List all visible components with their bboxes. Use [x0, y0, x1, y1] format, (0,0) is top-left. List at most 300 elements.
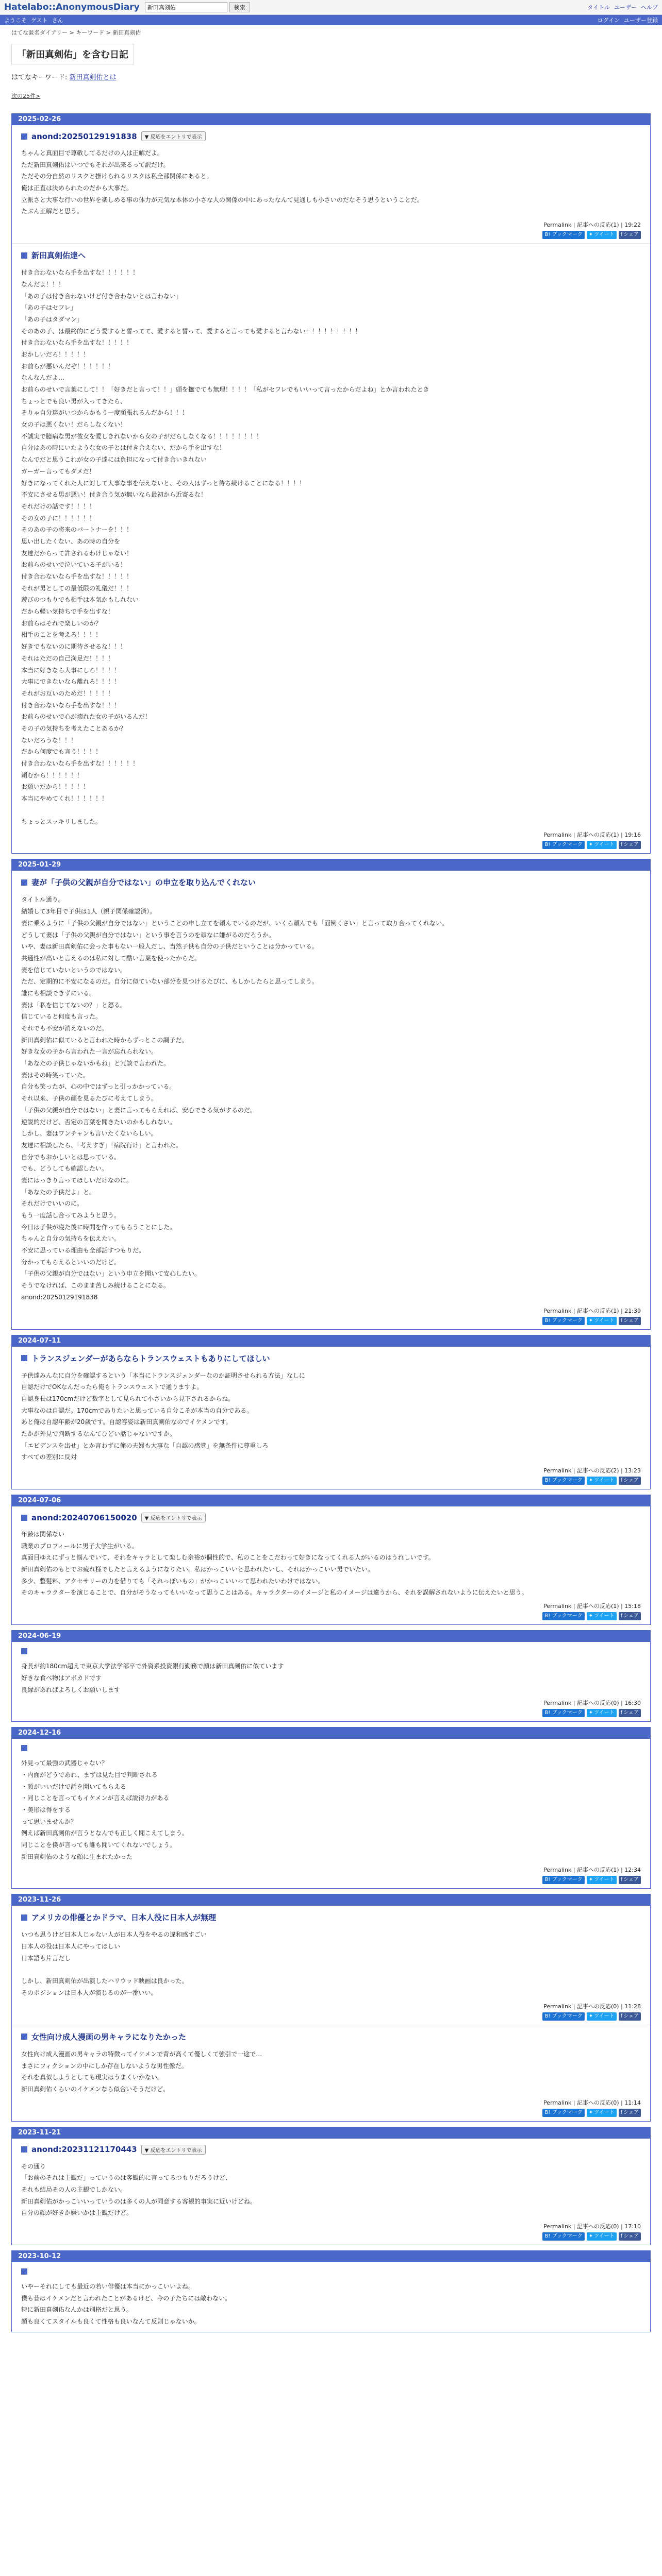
facebook-share-button[interactable] [619, 231, 641, 239]
facebook-share-button[interactable] [619, 1612, 641, 1620]
day-block [11, 113, 651, 854]
section-marker-icon [21, 133, 27, 140]
entry-line: 「お前のそれは主観だ」っていうのは客観的に言ってるつもりだろうけど、 [21, 2174, 231, 2182]
facebook-icon: f [620, 2013, 623, 2019]
entry-title-link[interactable]: トランスジェンダーがあらならトランスウェストもありにしてほしい [31, 1353, 270, 1363]
entry-line: ・美形は得をする [21, 1806, 71, 1814]
entry-line: そうでなければ、このまま苦しみ続けることになる。 [21, 1282, 170, 1290]
day-date: 2023-11-26 [12, 1894, 650, 1906]
entry-line: お前らが悪いんだぞ！！！！！！ [21, 362, 114, 370]
entry-title-link[interactable]: 新田真剣佑達へ [31, 251, 86, 261]
entry-line: どうして妻は「子供の父親が自分ではない」という事を言うのを頑なに嫌がるのだろうか。 [21, 931, 275, 939]
facebook-icon: f [620, 1877, 623, 1883]
twitter-icon: ✦ [588, 1877, 593, 1883]
entry-line: ・同じことを言ってもイケメンが言えば説得力がある [21, 1794, 170, 1802]
day-block [11, 1495, 651, 1625]
entry-line: なんだよ！！！ [21, 280, 65, 288]
entry-body [21, 1370, 641, 1464]
day-block [11, 859, 651, 1329]
twitter-icon: ✦ [588, 2109, 593, 2115]
section-marker-icon [21, 2033, 27, 2040]
entry-line: なんなんだよ… [21, 374, 65, 382]
entry-line: 結婚して3年目で子供は1人（親子関係確認済）。 [21, 908, 156, 916]
entry-line: ちょっとでも良い男が入ってきたら、 [21, 397, 127, 405]
entry-line: そのあの子の将来のパートナーを！！！ [21, 526, 133, 534]
diary-list [0, 113, 662, 2332]
entry-section [12, 1739, 650, 1888]
hatena-bookmark-button[interactable] [542, 841, 584, 849]
entry-section [12, 1347, 650, 1489]
entry-line: 大事にできないなら離れろ！！！！ [21, 678, 121, 686]
entry-line: ただその分自然のリスクと掛けられるリスクは私全部関係にあると。 [21, 173, 213, 180]
entry-line: 外見って最強の武器じゃない？ [21, 1759, 108, 1767]
nav-bar [0, 15, 662, 25]
entry-line: 「子供の父親が自分ではない」と妻に言ってもらえれば、安心できる気がするのだ。 [21, 1106, 257, 1114]
entry-line: 不安にさせる男が悪い！付き合う気が無いなら最初から近寄るな！ [21, 491, 207, 499]
entry-title [21, 131, 641, 141]
day-date: 2025-01-29 [12, 859, 650, 871]
entry-line: 付き合わないなら手を出すな！！！！！！ [21, 269, 139, 277]
hatena-bookmark-label: B! ブックマーク [544, 2013, 583, 2019]
tweet-label: ツイート [594, 2109, 615, 2115]
day-block [11, 2250, 651, 2332]
entry-line: 女性向け成人漫画の男キャラの特徴ってイケメンで背が高くて優しくて強引で一途で… [21, 2050, 262, 2058]
keyword-link[interactable]: 新田真剣佑とは [69, 74, 117, 81]
entry-meta[interactable]: Permalink | 記事への反応(1) | 21:39 [543, 1307, 641, 1314]
entry-line: いつも思うけど日本人じゃない人が日本人役をやるの違和感すごい [21, 1931, 207, 1939]
entry-line: たぶん正解だと思う。 [21, 208, 84, 215]
facebook-share-button[interactable] [619, 1477, 641, 1485]
entry-section [12, 2025, 650, 2121]
day-block [11, 1727, 651, 1889]
entry-line: ちょっとスッキリしました。 [21, 818, 102, 825]
entry-title [21, 2268, 641, 2275]
entry-title-link[interactable]: アメリカの俳優とかドラマ、日本人役に日本人が無理 [31, 1913, 217, 1923]
share-buttons [21, 231, 641, 239]
entry-line: お前らのせいで言葉にして！！「好きだと言って！！」頭を撫でても無理！！！！「私がセフレでもいいって言ったからだよね」とか言われたとき [21, 386, 429, 393]
entry-line: すべての差別に反対 [21, 1453, 77, 1461]
site-logo[interactable]: Hatelabo::AnonymousDiary [4, 2, 140, 12]
entry-line: 友達だからって許されるわけじゃない！ [21, 549, 133, 557]
entry-line: 妻にはっきり言ってほしいだけなのに。 [21, 1176, 133, 1184]
entry-line: 僕も昔はイケメンだと言われたことがあるけど、今の子たちには敵わない。 [21, 2294, 231, 2302]
entry-line: そりゃ自分達がいつからかもう一度頑張れるんだから！！！ [21, 409, 189, 417]
facebook-share-button[interactable] [619, 2109, 641, 2117]
entry-line: お前らはそれで楽しいのか？ [21, 619, 102, 627]
facebook-icon: f [620, 842, 623, 848]
entry-line: 信じていると何度も言った。 [21, 1013, 102, 1021]
section-marker-icon [21, 1745, 27, 1751]
entry-title-link[interactable]: anond:20231121170443 [31, 2145, 137, 2155]
entry-line: 自認身長は170cmだけど数字として見られて小さいから見下されるからね。 [21, 1395, 235, 1402]
entry-title-link[interactable]: 女性向け成人漫画の男キャラになりたかった [31, 2032, 187, 2042]
entry-meta[interactable]: Permalink | 記事への反応(1) | 19:22 [543, 222, 641, 229]
breadcrumb: はてな匿名ダイアリー > キーワード > 新田真剣佑 [11, 29, 141, 36]
entry-title [21, 1353, 641, 1364]
twitter-icon: ✦ [588, 1478, 593, 1483]
top-link-user[interactable]: ユーザー [614, 4, 637, 11]
entry-line: 自分の顔が好きか嫌いかは主観だけど。 [21, 2209, 133, 2217]
share-buttons [21, 1317, 641, 1325]
section-marker-icon [21, 1355, 27, 1361]
tweet-button[interactable] [587, 2232, 617, 2241]
entry-line: 付き合わないなら手を出すな！！！！！！ [21, 760, 139, 767]
share-label: シェア [623, 232, 639, 238]
entry-line: 思い出したくない、あの時の自分を [21, 537, 121, 545]
entry-line: ・顔がいいだけで話を聞いてもらえる [21, 1783, 127, 1790]
entry-line: 妻を信じていないというのではない。 [21, 966, 127, 974]
section-marker-icon [21, 1648, 27, 1654]
share-label: シェア [623, 2233, 639, 2239]
entry-line: 自分でもおかしいとは思っている。 [21, 1153, 121, 1161]
entry-line: ガーガー言ってもダメだ！ [21, 467, 95, 475]
entry-line: あと俺は自認年齢が20歳です。自認容姿は新田真剣佑なのでイケメンです。 [21, 1418, 232, 1426]
entry-line: だから何度でも言う！！！！ [21, 748, 102, 756]
share-label: シェア [623, 1317, 639, 1324]
twitter-icon: ✦ [588, 1710, 593, 1716]
facebook-share-button[interactable] [619, 1317, 641, 1325]
twitter-icon: ✦ [588, 232, 593, 238]
entry-line: そのキャラクターを演じることで、自分がそうなってもいいなって思うことはある。キャラクターのイメージと私のイメージは違うから、それを誤解されないように伝えたいと思う。 [21, 1589, 528, 1597]
section-marker-icon [21, 879, 27, 886]
page-title: 「新田真剣佑」を含む日記 [11, 44, 134, 64]
share-label: シェア [623, 2013, 639, 2019]
entry-line: 自分はあの時にいたような女の子とは付き合えない、だから手を出すな！ [21, 444, 226, 452]
entry-line: 「あの子はタダマン」 [21, 315, 84, 323]
entry-line: 新田真剣佑のような顔に生まれたかった [21, 1853, 133, 1860]
entry-title-link[interactable]: 妻が「子供の父親が自分ではない」の申立を取り込んでくれない [31, 878, 256, 888]
entry-body [21, 2281, 641, 2328]
register-link[interactable]: ユーザー登録 [624, 17, 658, 24]
entry-line: 良縁があればよろしくお願いします [21, 1686, 121, 1693]
entry-line: それ以来、子供の顔を見るたびに考えてしまう。 [21, 1095, 158, 1103]
entry-body [21, 2048, 641, 2095]
share-buttons [21, 1709, 641, 1717]
entry-line: それを真似しようとしても現実はうまくいかない。 [21, 2074, 164, 2081]
entry-section [12, 1906, 650, 2024]
entry-line: 「あの子は付き合わないけど付き合わないとは言わない」 [21, 292, 183, 300]
entry-title [21, 1912, 641, 1923]
tweet-button[interactable] [587, 841, 617, 849]
entry-line: 真面目ゆえにずっと悩んでいて、それをキャラとして楽しむ余裕が個性的で、私のことをこだわって好きになってくれる人がいるのはうれしいです。 [21, 1554, 435, 1562]
entry-line: それがお互いのためだ！！！！！ [21, 689, 114, 697]
entry-line: 多少、整髪料、アクセサリーの力を借りても「それっぽいもの」がかっこいいって思われたいわけではない。 [21, 1577, 324, 1585]
twitter-icon: ✦ [588, 842, 593, 848]
day-date: 2025-02-26 [12, 114, 650, 125]
share-label: シェア [623, 2109, 639, 2115]
entry-line: 立派さと大事な行いの世界を楽しめる事の体力が元気な本体の小さな人の関係の中にあったなんて見通しも小さいのだなそう思うということだ。 [21, 196, 423, 204]
nav-san: さん [52, 17, 63, 24]
share-label: シェア [623, 1478, 639, 1483]
entry-line: って思いませんか？ [21, 1818, 77, 1825]
top-link-help[interactable]: ヘルプ [641, 4, 658, 11]
entry-line: もう一度話し合ってみようと思う。 [21, 1212, 121, 1219]
twitter-icon: ✦ [588, 1613, 593, 1619]
top-link-title[interactable]: タイトル [587, 4, 610, 11]
share-label: シェア [623, 1710, 639, 1716]
entry-meta[interactable]: Permalink | 記事への反応(2) | 13:23 [543, 1467, 641, 1474]
share-label: シェア [623, 1613, 639, 1619]
tweet-button[interactable] [587, 1709, 617, 1717]
entry-line: ただ新田真剣佑はいつでもそれが出来るって訳だけ。 [21, 161, 170, 168]
facebook-icon: f [620, 2109, 623, 2115]
entry-line: 日本語も片言だし [21, 1954, 71, 1962]
entry-line: それだけでいいのに。 [21, 1200, 84, 1208]
entry-line: 不誠実で臆病な男が彼女を愛しきれないから女の子がだらしなくなる！！！！！！！！ [21, 432, 263, 440]
hatena-bookmark-label: B! ブックマーク [544, 1317, 583, 1324]
entry-line: 同じことを僕が言っても誰も聞いてくれないでしょう。 [21, 1841, 176, 1849]
entry-line: 不安に思っている理由も全部話すつもりだ。 [21, 1247, 145, 1255]
show-reactions-button[interactable]: ▼ 反応をエントリで表示 [141, 2145, 206, 2155]
hatena-bookmark-label: B! ブックマーク [544, 1478, 583, 1483]
entry-line: タイトル通り。 [21, 896, 64, 904]
entry-section [12, 2262, 650, 2332]
share-buttons [21, 2012, 641, 2021]
entry-line: そのあの子、は最終的にどう愛すると誓ってて、愛すると誓って、愛すると言っても愛すると言わない！！！！！！！！！ [21, 327, 361, 335]
share-buttons [21, 1612, 641, 1620]
entry-line: 職業のプロフィールに男子大学生がいる。 [21, 1542, 138, 1550]
entry-line: 例えば新田真剣佑が言うとなんでも正しく聞こえてしまう。 [21, 1829, 189, 1837]
entry-line: 本当に好きなら大事にしろ！！！！ [21, 666, 121, 674]
entry-line [21, 1964, 641, 1975]
entry-line: まさにフィクションの中にしか存在しないような男性像だ。 [21, 2062, 188, 2070]
day-block [11, 1630, 651, 1722]
share-label: シェア [623, 842, 639, 848]
tweet-button[interactable] [587, 1876, 617, 1884]
entry-line: 遊びのつもりでも相手は本気かもしれない [21, 596, 139, 604]
share-buttons [21, 2232, 641, 2241]
entry-line: 女の子は悪くない！だらしなくない！ [21, 421, 127, 429]
entry-line: なんでだと思うこれが女の子達には負担になって付き合いきれない [21, 456, 207, 464]
tweet-button[interactable] [587, 231, 617, 239]
hatena-bookmark-button[interactable] [542, 1709, 584, 1717]
tweet-button[interactable] [587, 2109, 617, 2117]
entry-line: 特に新田真剣佑なんかは別格だと思う。 [21, 2306, 133, 2314]
entry-line: お願いだから！！！！！ [21, 783, 90, 791]
entry-line: 付き合わないなら手を出すな！！！！！ [21, 339, 133, 347]
day-date: 2023-10-12 [12, 2251, 650, 2262]
entry-line: 「子供の父親が自分ではない」という申立を聞いて安心したい。 [21, 1270, 201, 1278]
entry-line: それだけの話です！！！！ [21, 502, 96, 510]
entry-title [21, 1513, 641, 1522]
facebook-share-button[interactable] [619, 2232, 641, 2241]
day-date: 2024-12-16 [12, 1727, 650, 1739]
entry-line: 新田真剣佑くらいのイケメンなら似合いそうだけど。 [21, 2085, 170, 2093]
entry-line: しかし、新田真剣佑が出演したハリウッド映画は良かった。 [21, 1977, 188, 1985]
entry-line: 好きな食べ物はアボカドです [21, 1674, 102, 1682]
show-reactions-button[interactable]: ▼ 反応をエントリで表示 [141, 1513, 206, 1522]
hatena-bookmark-label: B! ブックマーク [544, 1877, 583, 1883]
hatena-bookmark-button[interactable] [542, 2232, 584, 2241]
hatena-bookmark-button[interactable] [542, 1477, 584, 1485]
entry-line: 付き合わないなら手を出すな！！！！！ [21, 573, 133, 580]
entry-line: 「エビデンスを出せ」とか言わずに俺の夫婦も大事な「自認の感覚」を無条件に尊重しろ [21, 1442, 269, 1449]
entry-line: でも、どうしても確認したい。 [21, 1165, 108, 1173]
entry-body [21, 1757, 641, 1862]
entry-line: その女の子に！！！！！！ [21, 514, 96, 522]
entry-line: ちゃんと自分の気持ちを伝えたい。 [21, 1235, 121, 1243]
keyword-prefix: はてなキーワード: [11, 74, 70, 81]
entry-body [21, 2161, 641, 2219]
entry-body [21, 894, 641, 1303]
entry-title [21, 1745, 641, 1751]
hatena-bookmark-label: B! ブックマーク [544, 1613, 583, 1619]
hatena-bookmark-label: B! ブックマーク [544, 232, 583, 238]
twitter-icon: ✦ [588, 1317, 593, 1324]
twitter-icon: ✦ [588, 2013, 593, 2019]
entry-title [21, 250, 641, 261]
entry-line: ・内面がどうであれ、まずは見た目で判断される [21, 1771, 158, 1778]
share-buttons [21, 2109, 641, 2117]
entry-line: いや、妻は新田真剣佑に会った事もない一般人だし、当然子供も自分の子供だということは分かっている。 [21, 943, 318, 951]
entry-line: 新田真剣佑がかっこいいっていうのは多くの人が同意する客観的事実に近いけどね。 [21, 2197, 257, 2205]
entry-line: それが男としての最低限の礼儀だ！！！ [21, 584, 133, 592]
facebook-share-button[interactable] [619, 841, 641, 849]
entry-line: 好きでもないのに期待させるな！！！ [21, 643, 127, 651]
facebook-icon: f [620, 1710, 623, 1716]
entry-meta[interactable]: Permalink | 記事への反応(1) | 19:16 [543, 832, 641, 839]
tweet-label: ツイート [594, 2013, 615, 2019]
entry-line: お前らのせいで泣いている子がいる！ [21, 561, 127, 569]
day-block [11, 1335, 651, 1490]
entry-section [12, 1642, 650, 1721]
facebook-share-button[interactable] [619, 1709, 641, 1717]
entry-line: 大事なのは自認だ。170cmでありたいと思っている自分こそが本当の自分である。 [21, 1406, 253, 1414]
day-date: 2023-11-21 [12, 2127, 650, 2139]
entry-title [21, 1648, 641, 1654]
entry-line [21, 805, 641, 816]
entry-meta[interactable]: Permalink | 記事への反応(0) | 11:28 [543, 2003, 641, 2010]
entry-line: 俺は正直は決められたのだから大事だ。 [21, 184, 133, 192]
entry-meta[interactable]: Permalink | 記事への反応(0) | 11:14 [543, 2099, 641, 2106]
entry-line: 顔も良くてスタイルも良くて性格も良いなんて反則じゃないか。 [21, 2318, 201, 2326]
twitter-icon: ✦ [588, 2233, 593, 2239]
facebook-icon: f [620, 1478, 623, 1483]
entry-meta[interactable]: Permalink | 記事への反応(1) | 12:34 [543, 1867, 641, 1874]
entry-line: 分かってもらえるといいのだけど。 [21, 1258, 121, 1266]
tweet-label: ツイート [594, 842, 615, 848]
entry-line: 妻は「私を信じてないの？」と怒る。 [21, 1001, 127, 1009]
entry-line: 「あなたの子供じゃないかもね」と冗談で言われた。 [21, 1060, 170, 1067]
nav-guest: ゲスト [31, 17, 48, 24]
section-marker-icon [21, 252, 27, 259]
entry-title-link[interactable]: anond:20250129191838 [31, 131, 137, 141]
tweet-label: ツイート [594, 1317, 615, 1324]
entry-line: 誰にも相談できずにいる。 [21, 989, 96, 997]
hatena-bookmark-button[interactable] [542, 2012, 584, 2021]
entry-line: 本当にやめてくれ！！！！！！ [21, 795, 108, 803]
entry-line: 友達に相談したら、「考えすぎ」「病院行け」と言われた。 [21, 1141, 183, 1149]
search-button[interactable]: 検索 [229, 2, 250, 12]
entry-section [12, 1506, 650, 1624]
top-links [587, 3, 658, 11]
entry-line: 好きになってくれた人に対して大事な事を伝えないと、その人はずっと待ち続けることになる！！！！ [21, 479, 306, 487]
entry-line: 「あなたの子供だよ」と。 [21, 1188, 96, 1196]
next-page-link[interactable]: 次の25件> [11, 93, 41, 99]
tweet-label: ツイート [594, 2233, 615, 2239]
show-reactions-button[interactable]: ▼ 反応をエントリで表示 [141, 131, 206, 141]
section-marker-icon [21, 1914, 27, 1921]
entry-line: それも結局その人の主観でしかない。 [21, 2185, 127, 2193]
nav-welcome: ようこそ [4, 17, 27, 24]
entry-title-link[interactable]: anond:20240706150020 [31, 1513, 137, 1522]
entry-line: たかが外見で判断するなんてひどい話じゃないですか。 [21, 1430, 176, 1437]
hatena-bookmark-button[interactable] [542, 2109, 584, 2117]
entry-section [12, 243, 650, 853]
entry-body [21, 147, 641, 217]
facebook-share-button[interactable] [619, 2012, 641, 2021]
hatena-bookmark-label: B! ブックマーク [544, 1710, 583, 1716]
entry-line: 「あの子はセフレ」 [21, 304, 77, 312]
hatena-bookmark-button[interactable] [542, 1876, 584, 1884]
entry-title [21, 2145, 641, 2155]
entry-line: 子供達みんなに自分を確認するという「本当にトランスジェンダーなのか証明させられる方法」なしに [21, 1371, 305, 1379]
hatena-bookmark-button[interactable] [542, 1612, 584, 1620]
facebook-icon: f [620, 2233, 623, 2239]
tweet-button[interactable] [587, 1612, 617, 1620]
tweet-label: ツイート [594, 1478, 615, 1483]
tweet-button[interactable] [587, 1477, 617, 1485]
hatena-bookmark-label: B! ブックマーク [544, 2233, 583, 2239]
facebook-share-button[interactable] [619, 1876, 641, 1884]
tweet-button[interactable] [587, 2012, 617, 2021]
entry-section [12, 2139, 650, 2245]
entry-line: anond:20250129191838 [21, 1293, 98, 1301]
entry-title [21, 877, 641, 888]
search-input[interactable] [145, 2, 227, 12]
login-link[interactable]: ログイン [597, 17, 620, 24]
entry-line: それでも不安が消えないのだ。 [21, 1025, 108, 1032]
entry-line: ちゃんと真面目で尊敬してるだけの人は正解だよ。 [21, 149, 164, 157]
tweet-label: ツイート [594, 1877, 615, 1883]
section-marker-icon [21, 2146, 27, 2153]
hatena-bookmark-label: B! ブックマーク [544, 842, 583, 848]
entry-line: 妻はその時笑っていた。 [21, 1071, 90, 1079]
entry-section [12, 871, 650, 1329]
entry-line: 妻に乗るように「子供の父親が自分ではない」ということの申し立てを頼んでいるのだが、いくら頼んでも「面倒くさい」と言って取り合ってくれない。 [21, 919, 449, 927]
entry-meta[interactable]: Permalink | 記事への反応(0) | 17:10 [543, 2223, 641, 2230]
entry-line: おかしいだろ！！！！！ [21, 350, 90, 358]
keyword-line [0, 64, 662, 83]
entry-line: 自分も笑ったが、心の中ではずっと引っかかっている。 [21, 1083, 176, 1091]
facebook-icon: f [620, 1317, 623, 1324]
entry-meta[interactable]: Permalink | 記事への反応(1) | 15:18 [543, 1603, 641, 1610]
day-date: 2024-07-06 [12, 1495, 650, 1506]
tweet-label: ツイート [594, 1613, 615, 1619]
entry-line: いやーそれにしても最近の若い俳優は本当にかっこいいよね。 [21, 2283, 195, 2290]
share-label: シェア [623, 1877, 639, 1883]
tweet-label: ツイート [594, 232, 615, 238]
entry-line: 共通性が高いと言えるのは私に対して酷い言葉を使ったからだ。 [21, 954, 201, 962]
day-date: 2024-07-11 [12, 1335, 650, 1347]
hatena-bookmark-button[interactable] [542, 1317, 584, 1325]
entry-title [21, 2031, 641, 2042]
entry-meta[interactable]: Permalink | 記事への反応(0) | 16:30 [543, 1700, 641, 1707]
entry-line: ただ、定期的に不安になるのだ。自分に似ていない部分を見つけるたびに、もしかしたらと思ってしまう。 [21, 978, 319, 986]
entry-line: だから軽い気持ちで手を出すな！ [21, 608, 114, 616]
entry-line: しかし、妻はワンチャンも言いたくないらしい。 [21, 1130, 157, 1138]
entry-line: 自認だけでOKなんだったら俺もトランスウェストで通りますよ。 [21, 1383, 203, 1391]
facebook-icon: f [620, 1613, 623, 1619]
tweet-button[interactable] [587, 1317, 617, 1325]
hatena-bookmark-button[interactable] [542, 231, 584, 239]
entry-body [21, 267, 641, 827]
entry-body [21, 1529, 641, 1599]
entry-line: 好きな女の子から言われた一言が忘れられない。 [21, 1048, 158, 1056]
entry-line: 身長が約180cm超えで東京大学法学部卒で外資系投資銀行勤務で顔は新田真剣佑に似ています [21, 1663, 284, 1670]
entry-body [21, 1660, 641, 1696]
entry-line: 新田真剣佑のもとでお疲れ様でしたと言えるようになりたい。私はかっこいいと思われたいし、それはかっこいい男でいたい。 [21, 1566, 374, 1573]
